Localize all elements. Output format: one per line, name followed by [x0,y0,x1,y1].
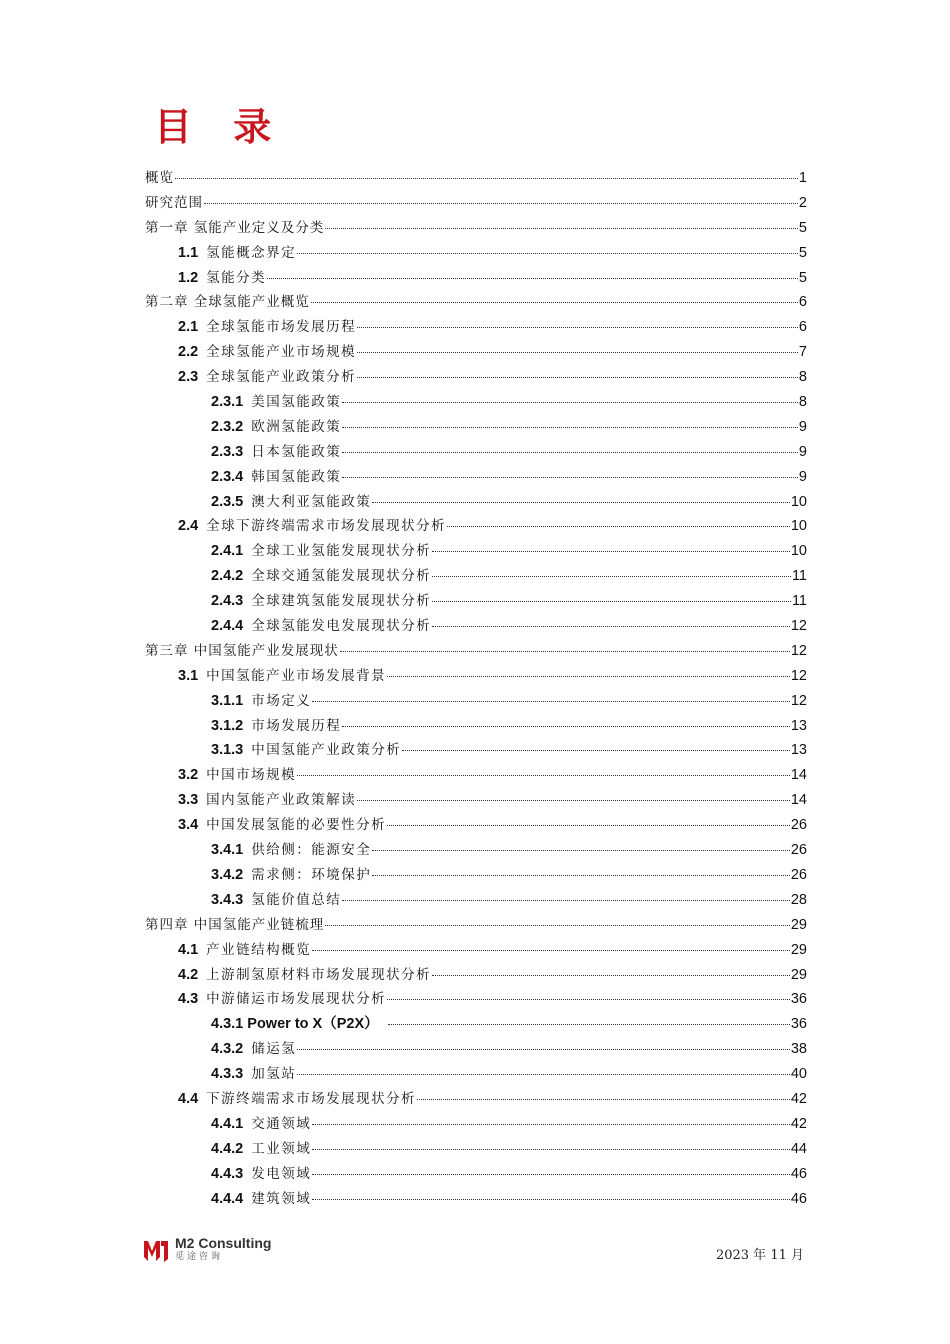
toc-entry-title: 中国氢能产业市场发展背景 [206,667,387,684]
toc-entry-number: 4.4 [178,1090,199,1107]
toc-page-number: 5 [798,244,807,261]
toc-entry[interactable] [145,838,807,863]
toc-entry[interactable] [145,191,807,216]
toc-entry[interactable] [145,1012,807,1037]
toc-entry[interactable] [145,1137,807,1162]
toc-page-number: 2 [798,194,807,211]
toc-entry-number: 4.2 [178,966,199,983]
toc-entry-number: 3.4.3 [211,891,244,908]
toc-page-number: 36 [790,1016,807,1033]
toc-entry[interactable] [145,589,807,614]
toc-entry-number: 2.3 [178,369,199,386]
toc-entry-number: 3.3 [178,792,199,809]
m2-logo-icon [143,1237,169,1263]
toc-entry[interactable] [145,788,807,813]
toc-entry-title: 发电领域 [251,1165,312,1182]
toc-entry-title: 上游制氢原材料市场发展现状分析 [206,966,432,983]
toc-leader-dots [342,725,790,727]
toc-entry[interactable] [145,913,807,938]
toc-leader-dots [297,774,790,776]
toc-page-number: 11 [791,593,807,610]
toc-page-number: 1 [798,170,807,186]
toc-entry[interactable] [145,664,807,689]
toc-entry-number: 2.1 [178,319,199,336]
toc-page-number: 29 [790,916,807,933]
toc-entry[interactable] [145,166,807,191]
toc-leader-dots [311,301,798,303]
toc-entry[interactable] [145,639,807,664]
toc-entry-title: 工业领域 [251,1140,312,1157]
toc-page-number: 10 [790,543,807,560]
toc-leader-dots [312,949,790,951]
page-title: 目 录 [154,105,286,149]
toc-entry-title: 市场发展历程 [251,717,342,734]
toc-entry-title: 澳大利亚氢能政策 [251,493,372,510]
toc-leader-dots [297,1073,790,1075]
toc-entry-title: 全球工业氢能发展现状分析 [251,543,432,560]
toc-entry-number: 4.3.2 [211,1041,244,1058]
toc-entry-title: 全球氢能市场发展历程 [206,319,357,336]
toc-leader-dots [325,227,798,229]
toc-entry[interactable] [145,813,807,838]
toc-leader-dots [387,675,790,677]
toc-leader-dots [387,998,790,1000]
toc-entry-title: 全球交通氢能发展现状分析 [251,568,432,585]
logo-english-name: M2 Consulting [175,1235,272,1251]
toc-leader-dots [357,351,798,353]
toc-entry[interactable] [145,241,807,266]
toc-entry-number: 3.2 [178,767,199,784]
toc-entry[interactable] [145,465,807,490]
toc-entry-title: 全球下游终端需求市场发展现状分析 [206,518,447,535]
toc-entry[interactable] [145,490,807,515]
toc-entry-number: 3.4.1 [211,842,244,859]
logo-chinese-name: 觅途咨询 [175,1252,224,1262]
toc-entry[interactable] [145,564,807,589]
toc-leader-dots [402,749,790,751]
toc-page-number: 13 [790,717,807,734]
toc-entry-number: 4.3 [178,991,199,1008]
toc-leader-dots [342,451,798,453]
toc-leader-dots [432,974,790,976]
toc-leader-dots [432,625,790,627]
toc-entry-number: 4.1 [178,941,199,958]
toc-entry[interactable] [145,1087,807,1112]
toc-leader-dots [432,600,791,602]
toc-entry-number: 3.1.2 [211,717,244,734]
toc-page-number: 26 [790,842,807,859]
toc-page-number: 42 [790,1115,807,1132]
toc-leader-dots [267,277,798,279]
toc-entry-title: 全球氢能产业政策分析 [206,369,357,386]
toc-entry-title: 中国市场规模 [206,767,297,784]
toc-entry[interactable] [145,738,807,763]
toc-entry[interactable] [145,614,807,639]
toc-entry-title: 第四章 中国氢能产业链梳理 [145,916,325,933]
toc-leader-dots [417,1098,790,1100]
toc-page-number: 7 [798,344,807,361]
toc-entry-number: 2.3.1 [211,394,244,411]
toc-entry[interactable] [145,539,807,564]
toc-page-number: 12 [790,642,807,659]
toc-page-number: 12 [790,667,807,684]
toc-entry-title: 市场定义 [251,692,312,709]
toc-entry[interactable] [145,514,807,539]
toc-entry-title: 韩国氢能政策 [251,468,342,485]
toc-entry[interactable] [145,1187,807,1212]
report-date: 2023 年 11 月 [715,1248,804,1263]
toc-entry-title: 需求侧：环境保护 [251,866,372,883]
toc-entry-number: 3.1 [178,667,199,684]
toc-page-number: 28 [790,891,807,908]
toc-entry-title: 产业链结构概览 [206,941,312,958]
toc-leader-dots [387,824,790,826]
toc-leader-dots [447,525,790,527]
toc-leader-dots [388,1023,790,1025]
toc-page-number: 26 [790,817,807,834]
toc-entry-title: 概览 [145,170,174,186]
toc-leader-dots [312,1123,790,1125]
toc-page-number: 29 [790,941,807,958]
toc-entry-title: 全球氢能发电发展现状分析 [251,618,432,635]
toc-leader-dots [357,326,798,328]
toc-entry-number: 2.3.3 [211,443,244,460]
toc-page-number: 14 [790,792,807,809]
toc-entry-number: 2.3.4 [211,468,244,485]
toc-leader-dots [340,650,790,652]
toc-leader-dots [312,1148,790,1150]
toc-entry-title: 储运氢 [251,1041,297,1058]
toc-entry[interactable] [145,1062,807,1087]
toc-entry-title: 第三章 中国氢能产业发展现状 [145,642,339,659]
toc-page-number: 6 [798,319,807,336]
toc-entry-number: 3.1.3 [211,742,244,759]
toc-page-number: 38 [790,1041,807,1058]
toc-entry-number: 4.4.1 [211,1115,244,1132]
toc-entry-title: 氢能价值总结 [251,891,342,908]
toc-entry-title: 氢能概念界定 [206,244,297,261]
toc-entry[interactable] [145,863,807,888]
toc-leader-dots [312,1173,790,1175]
toc-page-number: 12 [790,692,807,709]
toc-entry-title: 美国氢能政策 [251,394,342,411]
toc-page-number: 14 [790,767,807,784]
toc-entry-number: 4.4.4 [211,1190,244,1207]
toc-leader-dots [204,202,798,204]
toc-entry-number: 1.2 [178,269,199,286]
toc-entry[interactable] [145,440,807,465]
toc-page-number: 12 [790,618,807,635]
toc-leader-dots [372,874,790,876]
toc-entry-title: 研究范围 [145,194,203,211]
toc-page-number: 42 [790,1090,807,1107]
toc-leader-dots [342,899,790,901]
toc-entry-title: 国内氢能产业政策解读 [206,792,357,809]
toc-entry[interactable] [145,290,807,315]
toc-entry-title: 第一章 氢能产业定义及分类 [145,219,325,236]
table-of-contents [145,166,807,1211]
toc-page-number: 9 [798,468,807,485]
toc-entry-title: 全球建筑氢能发展现状分析 [251,593,432,610]
toc-entry-number: 2.4 [178,518,199,535]
toc-page-number: 5 [798,219,807,236]
toc-entry-number: 2.4.3 [211,593,244,610]
toc-entry[interactable] [145,216,807,241]
toc-leader-dots [342,476,798,478]
toc-page-number: 46 [790,1165,807,1182]
toc-entry[interactable] [145,266,807,291]
toc-entry[interactable] [145,963,807,988]
toc-leader-dots [357,799,790,801]
toc-entry-title: 供给侧：能源安全 [251,842,372,859]
toc-leader-dots [312,700,790,702]
toc-leader-dots [175,177,798,179]
toc-leader-dots [342,401,798,403]
toc-page-number: 46 [790,1190,807,1207]
toc-page-number: 8 [798,369,807,386]
toc-entry[interactable] [145,1112,807,1137]
toc-entry[interactable] [145,689,807,714]
toc-leader-dots [372,849,790,851]
toc-page-number: 29 [790,966,807,983]
toc-entry-number: 4.4.3 [211,1165,244,1182]
toc-leader-dots [357,376,798,378]
toc-entry[interactable] [145,888,807,913]
company-logo [143,1236,271,1263]
toc-leader-dots [432,550,790,552]
toc-entry[interactable] [145,714,807,739]
toc-page-number: 6 [798,294,807,311]
toc-leader-dots [342,426,798,428]
toc-entry-title: 氢能分类 [206,269,267,286]
toc-page-number: 9 [798,418,807,435]
toc-page-number: 36 [790,991,807,1008]
toc-leader-dots [312,1198,790,1200]
toc-page-number: 10 [790,493,807,510]
toc-entry[interactable] [145,340,807,365]
toc-entry-title: 加氢站 [251,1066,297,1083]
toc-page-number: 11 [791,568,807,585]
toc-page-number: 8 [798,394,807,411]
toc-entry-number: 4.3.1 Power to X（P2X） [211,1016,379,1033]
toc-entry[interactable] [145,390,807,415]
toc-page-number: 44 [790,1140,807,1157]
toc-entry-number: 4.4.2 [211,1140,244,1157]
toc-entry-title: 中国发展氢能的必要性分析 [206,817,387,834]
toc-entry[interactable] [145,315,807,340]
toc-entry-number: 3.4 [178,817,199,834]
toc-leader-dots [325,924,790,926]
toc-entry-title: 交通领域 [251,1115,312,1132]
toc-entry-title: 全球氢能产业市场规模 [206,344,357,361]
toc-entry[interactable] [145,1162,807,1187]
toc-entry[interactable] [145,365,807,390]
toc-page-number: 9 [798,443,807,460]
toc-leader-dots [297,252,798,254]
toc-entry-title: 中游储运市场发展现状分析 [206,991,387,1008]
toc-entry-title: 下游终端需求市场发展现状分析 [206,1090,417,1107]
toc-entry-title: 日本氢能政策 [251,443,342,460]
toc-entry-title: 欧洲氢能政策 [251,418,342,435]
toc-page-number: 13 [790,742,807,759]
toc-entry[interactable] [145,987,807,1012]
toc-entry[interactable] [145,415,807,440]
toc-entry[interactable] [145,763,807,788]
toc-page-number: 40 [790,1066,807,1083]
toc-entry-number: 2.3.5 [211,493,244,510]
toc-entry-number: 3.4.2 [211,866,244,883]
toc-entry-number: 2.3.2 [211,418,244,435]
toc-entry-number: 2.4.4 [211,618,244,635]
toc-leader-dots [297,1048,790,1050]
toc-entry-title: 中国氢能产业政策分析 [251,742,402,759]
toc-entry-number: 1.1 [178,244,199,261]
toc-entry-number: 3.1.1 [211,692,244,709]
toc-entry[interactable] [145,1037,807,1062]
toc-leader-dots [372,501,790,503]
toc-entry-number: 2.4.1 [211,543,244,560]
toc-page-number: 26 [790,866,807,883]
toc-entry-title: 建筑领域 [251,1190,312,1207]
toc-entry-number: 2.2 [178,344,199,361]
toc-leader-dots [432,575,791,577]
toc-entry-title: 第二章 全球氢能产业概览 [145,294,310,311]
toc-page-number: 10 [790,518,807,535]
toc-entry-number: 2.4.2 [211,568,244,585]
toc-page-number: 5 [798,269,807,286]
toc-entry[interactable] [145,938,807,963]
toc-entry-number: 4.3.3 [211,1066,244,1083]
